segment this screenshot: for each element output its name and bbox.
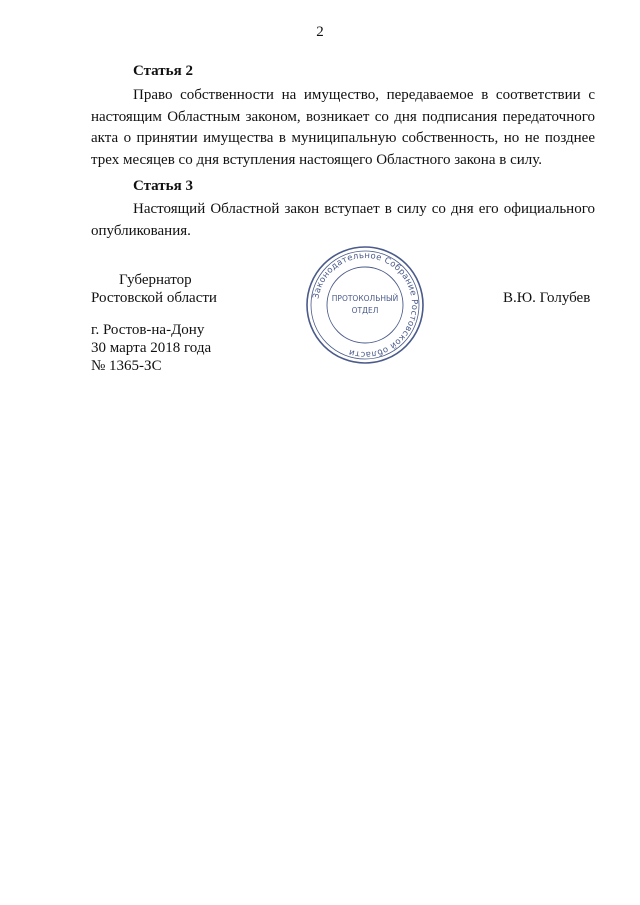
stamp-center-line1: ПРОТОКОЛЬНЫЙ	[331, 294, 399, 303]
governor-title: Губернатор	[119, 272, 192, 288]
article-3-heading: Статья 3	[133, 178, 193, 194]
stamp-ring-text: Законодательное Собрание Ростовской области	[311, 250, 420, 360]
governor-name: В.Ю. Голубев	[503, 290, 591, 306]
page-number: 2	[316, 24, 324, 40]
official-stamp	[303, 243, 427, 367]
article-2-text: Право собственности на имущество, передаваемое в соответствии с настоящим Областным законом, возникает со дня подписания передаточного акта о принятии имущества в муниципальную собственность, но не позднее трех месяцев со дня вступления настоящего Областного закона в силу.	[91, 87, 595, 168]
article-2-heading: Статья 2	[133, 63, 193, 79]
governor-region: Ростовской области	[91, 290, 217, 306]
article-3-text: Настоящий Областной закон вступает в силу со дня его официального опубликования.	[91, 201, 595, 239]
footer-date: 30 марта 2018 года	[91, 340, 212, 356]
footer-number: № 1365-ЗС	[91, 358, 162, 374]
footer-city: г. Ростов-на-Дону	[91, 322, 205, 338]
stamp-center-line2: ОТДЕЛ	[351, 306, 379, 315]
